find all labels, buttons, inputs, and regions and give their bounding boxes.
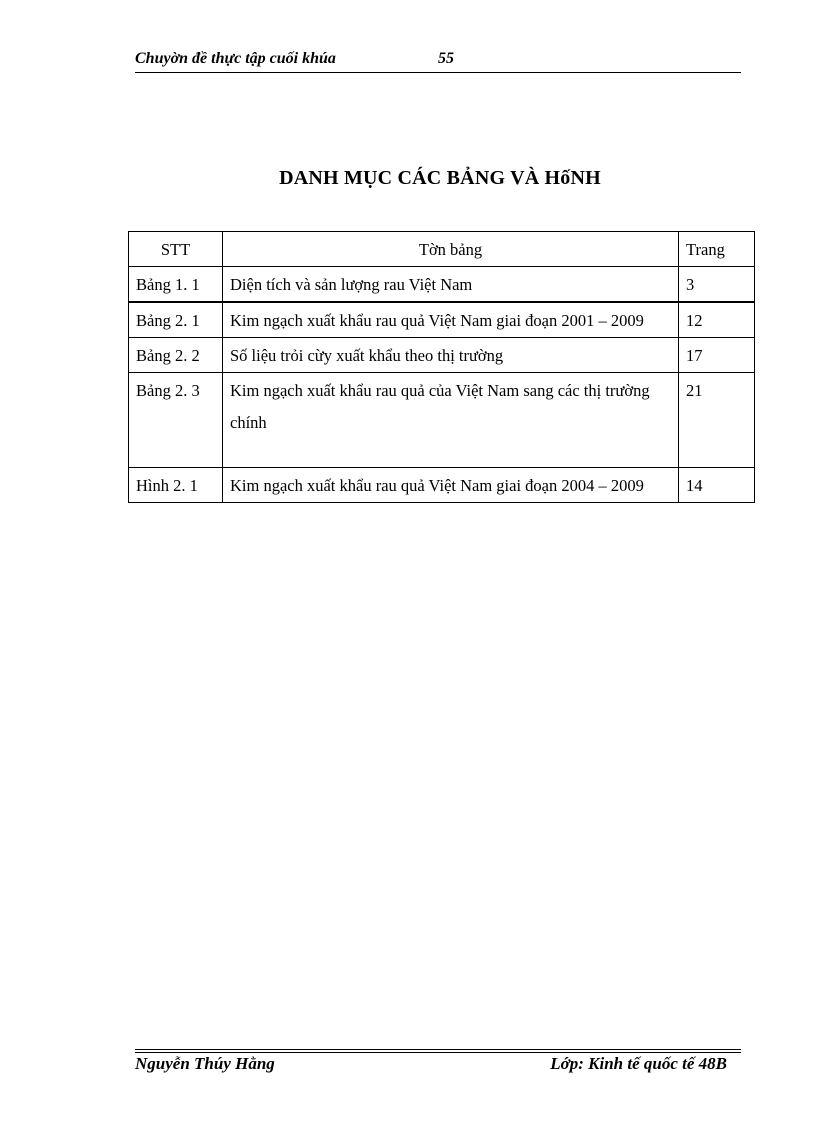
row-page: 3 — [679, 267, 755, 303]
row-page: 21 — [679, 373, 755, 468]
footer-class: Lớp: Kinh tế quốc tế 48B — [550, 1054, 727, 1073]
table-row — [129, 373, 755, 468]
header-subject: Chuyờn đề thực tập cuối khúa — [135, 50, 336, 67]
row-stt: Hình 2. 1 — [129, 468, 223, 503]
row-page: 14 — [679, 468, 755, 503]
column-header-page: Trang — [679, 232, 755, 267]
page-footer — [135, 1054, 741, 1078]
table-header-row — [129, 232, 755, 267]
table-row — [129, 267, 755, 303]
table-row — [129, 468, 755, 503]
page-header — [135, 50, 741, 72]
row-name: Kim ngạch xuất khẩu rau quả Việt Nam giai đoạn 2004 – 2009 — [223, 468, 679, 503]
row-stt: Bảng 2. 1 — [129, 302, 223, 338]
row-page: 12 — [679, 302, 755, 338]
page-title: DANH MỤC CÁC BẢNG VÀ HốNH — [279, 167, 601, 189]
table-row — [129, 338, 755, 373]
row-name: Kim ngạch xuất khẩu rau quả Việt Nam giai đoạn 2001 – 2009 — [223, 302, 679, 338]
row-name: Kim ngạch xuất khẩu rau quả của Việt Nam sang các thị trường chính — [223, 373, 679, 468]
table-row — [129, 302, 755, 338]
column-header-stt: STT — [129, 232, 223, 267]
header-rule — [135, 72, 741, 73]
footer-rule — [135, 1052, 741, 1053]
row-name: Số liệu trỏi cừy xuất khẩu theo thị trường — [223, 338, 679, 373]
footer-author: Nguyễn Thúy Hằng — [135, 1054, 275, 1073]
footer-rule — [135, 1049, 741, 1050]
column-header-name: Tờn bảng — [223, 232, 679, 267]
tables-figures-list — [128, 231, 755, 503]
row-name: Diện tích và sản lượng rau Việt Nam — [223, 267, 679, 303]
row-stt: Bảng 1. 1 — [129, 267, 223, 303]
header-page-number: 55 — [438, 50, 454, 67]
row-stt: Bảng 2. 2 — [129, 338, 223, 373]
row-stt: Bảng 2. 3 — [129, 373, 223, 468]
row-page: 17 — [679, 338, 755, 373]
